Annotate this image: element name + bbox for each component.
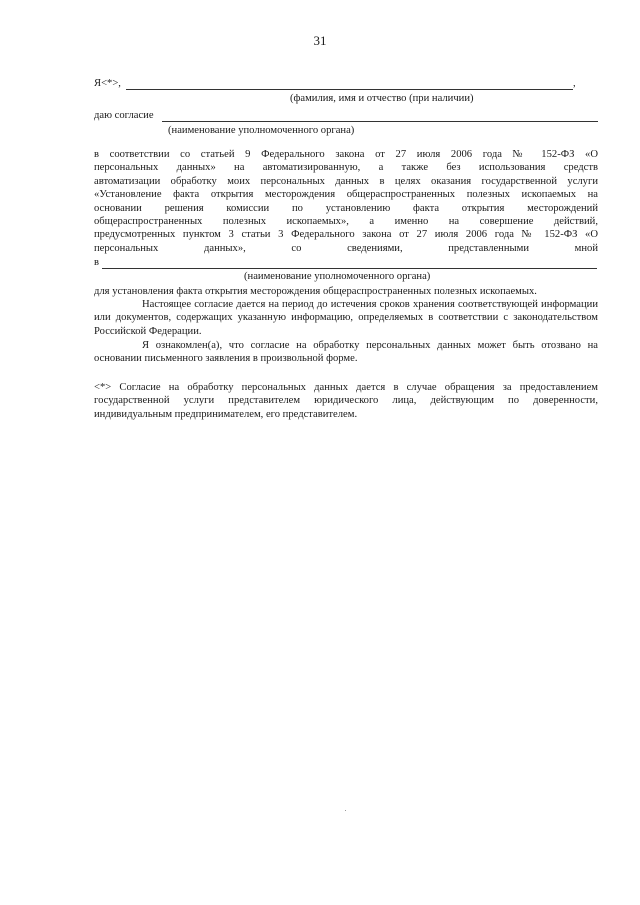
authority-blank-line-2[interactable] (102, 268, 597, 269)
body-line: «Установление факта открытия месторождения общераспространенных полезных ископаемых на (94, 189, 598, 201)
body-line: персональных данных», со сведениями, представленными мной (94, 242, 598, 254)
purpose-text: для установления факта открытия месторождения общераспространенных полезных ископаемых. (94, 286, 537, 297)
footnote: <*> Согласие на обработку персональных данных дается в случае обращения за предоставлением государственной услуги представителем юридического лица, действующим по доверенности, индивидуальным предпринимателем, его представителем. (94, 382, 598, 420)
ya-prefix: Я<*>, (94, 78, 121, 89)
body-line: в соответствии со статьей 9 Федерального закона от 27 июля 2006 года № 152-ФЗ «О (94, 149, 598, 160)
authority-caption: (наименование уполномоченного органа) (168, 125, 355, 136)
revoke-paragraph: Я ознакомлен(а), что согласие на обработку персональных данных может быть отозвано на основании письменного заявления в произвольной форме. (94, 340, 598, 365)
body-line: предусмотренных пунктом 3 статьи 3 Федерального закона от 27 июля 2006 года № 152-ФЗ «О (94, 229, 598, 241)
scan-speck (345, 810, 346, 811)
body-line: общераспространенных полезных ископаемых», а именно на совершение действий, (94, 216, 598, 228)
body-line: основании решения комиссии по установлению факта открытия месторождений (94, 202, 598, 214)
purpose-line (94, 285, 598, 298)
fio-blank-line[interactable] (126, 89, 573, 90)
page-number: 31 (313, 33, 327, 48)
period-paragraph: Настоящее согласие дается на период до истечения сроков хранения соответствующей информации или документов, содержащих указанную информацию, определяемых в соответствии с законодательством Российской Федерации. (94, 299, 598, 337)
authority-blank-line[interactable] (162, 121, 598, 122)
consent-prefix: даю согласие (94, 110, 154, 121)
authority-caption-2: (наименование уполномоченного органа) (244, 271, 431, 282)
fio-caption: (фамилия, имя и отчество (при наличии) (290, 93, 474, 104)
body-line: автоматизации обработку моих персональных данных в целях оказания государственной услуги (94, 175, 598, 187)
v-prefix: в (94, 257, 100, 268)
ya-suffix: , (573, 78, 576, 89)
body-line: персональных данных» на автоматизированную, а также без использования средств (94, 162, 598, 174)
consent-body (94, 148, 598, 255)
